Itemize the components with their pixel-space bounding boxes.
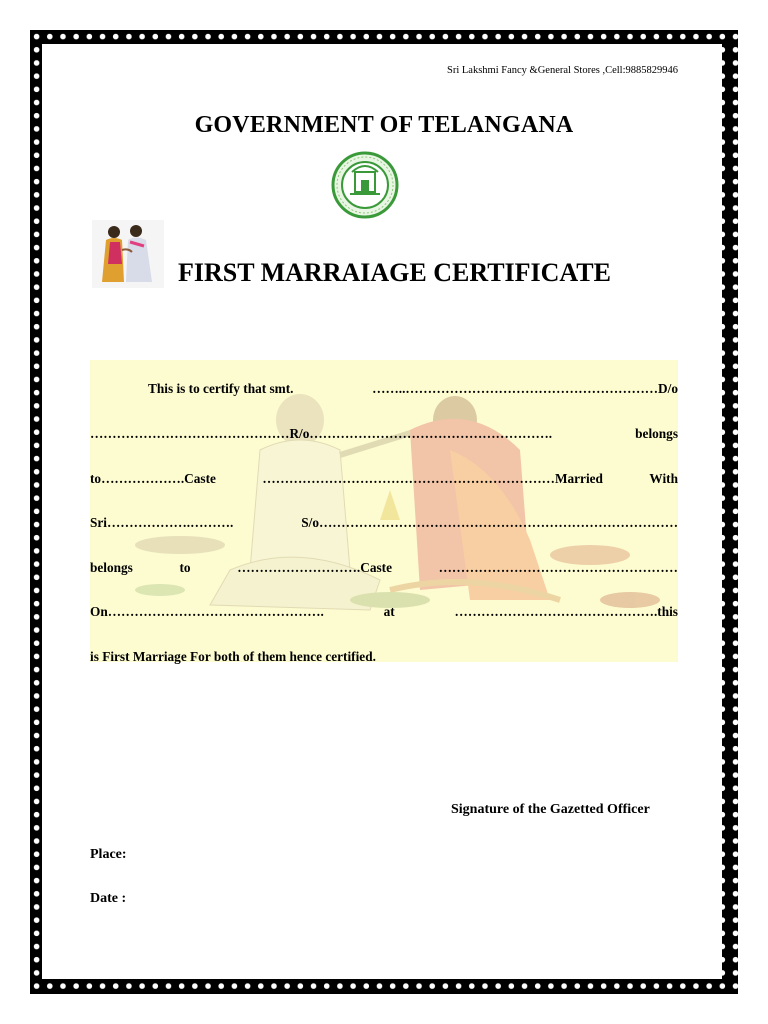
body-text: With (649, 471, 678, 486)
body-line-7 (90, 649, 678, 665)
shop-note: Sri Lakshmi Fancy &General Stores ,Cell:9885829946 (447, 65, 678, 76)
body-text: at (383, 604, 395, 619)
body-text: S/o……………………………………………………………………… (301, 515, 678, 530)
body-text: is First Marriage For both of them hence certified. (90, 649, 376, 664)
telangana-seal-icon (330, 150, 400, 220)
body-line-2 (90, 426, 678, 442)
body-text: …………………………………………………………Married (262, 471, 603, 486)
body-text: ……..…………………………………………………D/o (372, 381, 678, 396)
body-line-3 (90, 471, 678, 487)
body-text: to (179, 560, 191, 575)
body-text: belongs (90, 560, 133, 575)
body-text: On…………………………………………. (90, 604, 324, 619)
wedding-couple-icon (92, 220, 164, 288)
body-line-6 (90, 604, 678, 620)
date-label: Date : (90, 891, 127, 906)
body-text: Sri……………….………. (90, 515, 234, 530)
body-text: belongs (635, 426, 678, 441)
body-text: ………………………………………R/o………………………………………………. (90, 426, 553, 441)
body-line-4 (90, 515, 678, 531)
body-text: ……………………………………….this (454, 604, 678, 619)
body-line-5 (90, 560, 678, 576)
government-title: GOVERNMENT OF TELANGANA (194, 112, 574, 138)
body-line-1 (90, 381, 678, 397)
place-label: Place: (90, 847, 127, 862)
certificate-title: FIRST MARRAIAGE CERTIFICATE (178, 258, 611, 287)
body-text: ……………………….Caste (237, 560, 392, 575)
body-text: to……………….Caste (90, 471, 216, 486)
body-text: This is to certify that smt. (148, 381, 294, 396)
body-text: ……………………………………………… (438, 560, 678, 575)
signature-label: Signature of the Gazetted Officer (451, 802, 650, 817)
